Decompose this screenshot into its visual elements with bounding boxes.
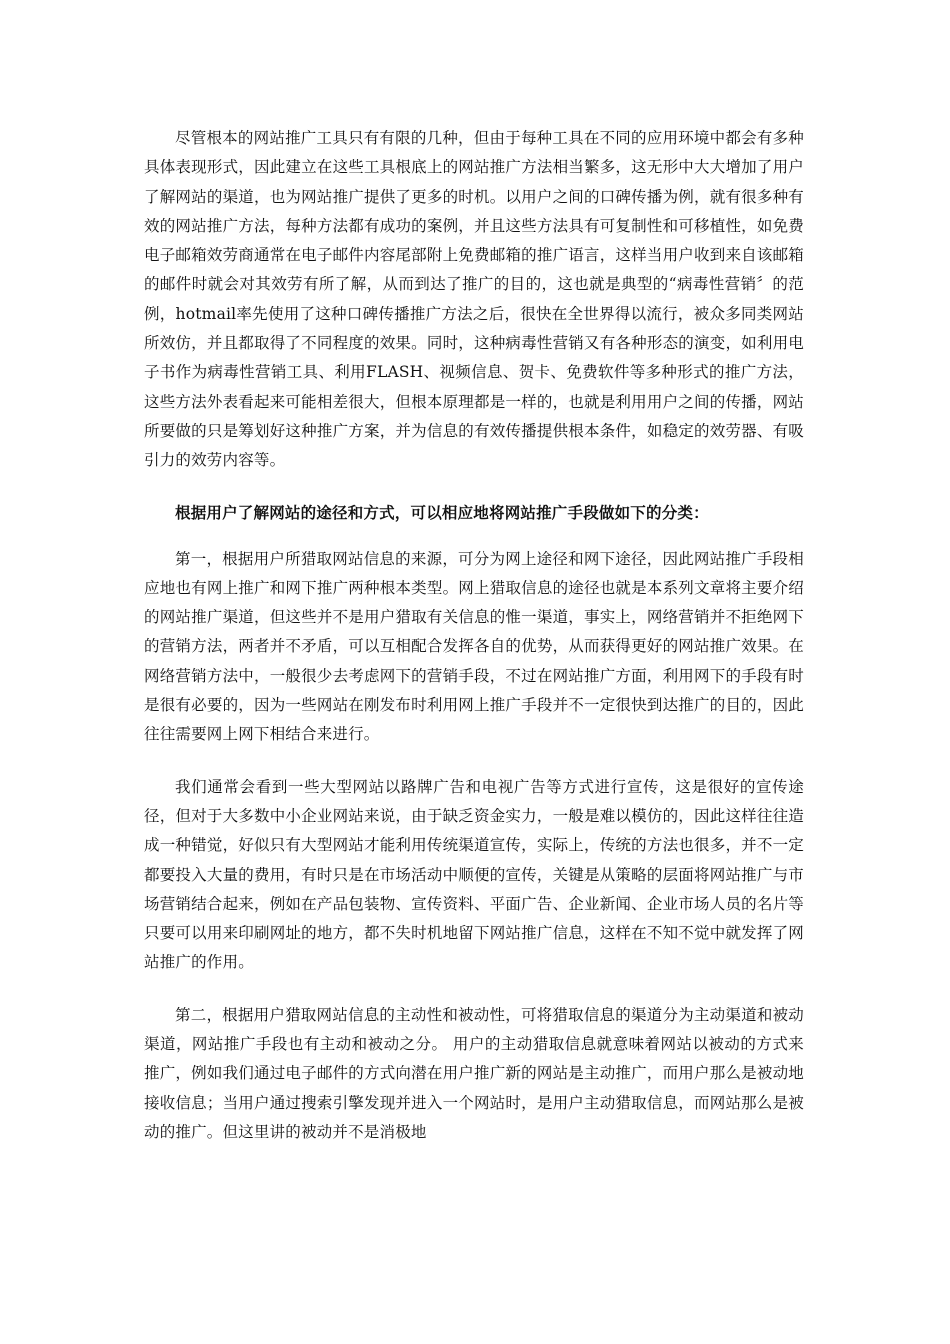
paragraph-intro: 尽管根本的网站推广工具只有有限的几种，但由于每种工具在不同的应用环境中都会有多种具体表现形式，因此建立在这些工具根底上的网站推广方法相当繁多，这无形中大大增加了用户了解网站的渠道，也为网站推广提供了更多的时机。以用户之间的口碑传播为例，就有很多种有效的网站推广方法，每种方法都有成功的案例，并且这些方法具有可复制性和可移植性，如免费电子邮箱效劳商通常在电子邮件内容尾部附上免费邮箱的推广语言，这样当用户收到来自该邮箱的邮件时就会对其效劳有所了解，从而到达了推广的目的，这也就是典型的“病毒性营销〞的范例，hotmail率先使用了这种口碑传播推广方法之后，很快在全世界得以流行，被众多同类网站所效仿，并且都取得了不同程度的效果。同时，这种病毒性营销又有各种形态的演变，如利用电子书作为病毒性营销工具、利用FLASH、视频信息、贺卡、免费软件等多种形式的推广方法，这些方法外表看起来可能相差很大，但根本原理都是一样的，也就是利用用户之间的传播，网站所要做的只是筹划好这种推广方案，并为信息的有效传播提供根本条件，如稳定的效劳器、有吸引力的效劳内容等。: [144, 129, 804, 470]
paragraph-second-category: 第二，根据用户猎取网站信息的主动性和被动性，可将猎取信息的渠道分为主动渠道和被动渠道，网站推广手段也有主动和被动之分。 用户的主动猎取信息就意味着网站以被动的方式来推广，例如我们通过电子邮件的方式向潜在用户推广新的网站是主动推广，而用户那么是被动地接收信息；当用户通过搜索引擎发现并进入一个网站时，是用户主动猎取信息，而网站那么是被动的推广。但这里讲的被动并不是消极地: [144, 1005, 804, 1141]
paragraph-spacer: [144, 750, 804, 773]
paragraph-first-category: 第一，根据用户所猎取网站信息的来源，可分为网上途径和网下途径，因此网站推广手段相应地也有网上推广和网下推广两种根本类型。网上猎取信息的途径也就是本系列文章将主要介绍的网站推广渠道，但这些并不是用户猎取有关信息的惟一渠道，事实上，网络营销并不拒绝网下的营销方法，两者并不矛盾，可以互相配合发挥各自的优势，从而获得更好的网站推广效果。在网络营销方法中，一般很少去考虑网下的营销手段，不过在网站推广方面，利用网下的手段有时是很有必要的，因为一些网站在刚发布时利用网上推广手段并不一定很快到达推广的目的，因此往往需要网上网下相结合来进行。: [144, 549, 804, 744]
paragraph-spacer: [144, 978, 804, 1001]
paragraph-spacer: [144, 476, 804, 499]
paragraph-offline-promotion: 我们通常会看到一些大型网站以路牌广告和电视广告等方式进行宣传，这是很好的宣传途径，但对于大多数中小企业网站来说，由于缺乏资金实力，一般是难以模仿的，因此这样往往造成一种错觉，好似只有大型网站才能利用传统渠道宣传，实际上，传统的方法也很多，并不一定都要投入大量的费用，有时只是在市场活动中顺便的宣传，关键是从策略的层面将网站推广与市场营销结合起来，例如在产品包装物、宣传资料、平面广告、企业新闻、企业市场人员的名片等只要可以用来印刷网址的地方，都不失时机地留下网站推广信息，这样在不知不觉中就发挥了网站推广的作用。: [144, 777, 804, 972]
document-body: [144, 124, 804, 1147]
section-heading: 根据用户了解网站的途径和方式，可以相应地将网站推广手段做如下的分类：: [175, 503, 709, 522]
paragraph-spacer: [144, 528, 804, 545]
